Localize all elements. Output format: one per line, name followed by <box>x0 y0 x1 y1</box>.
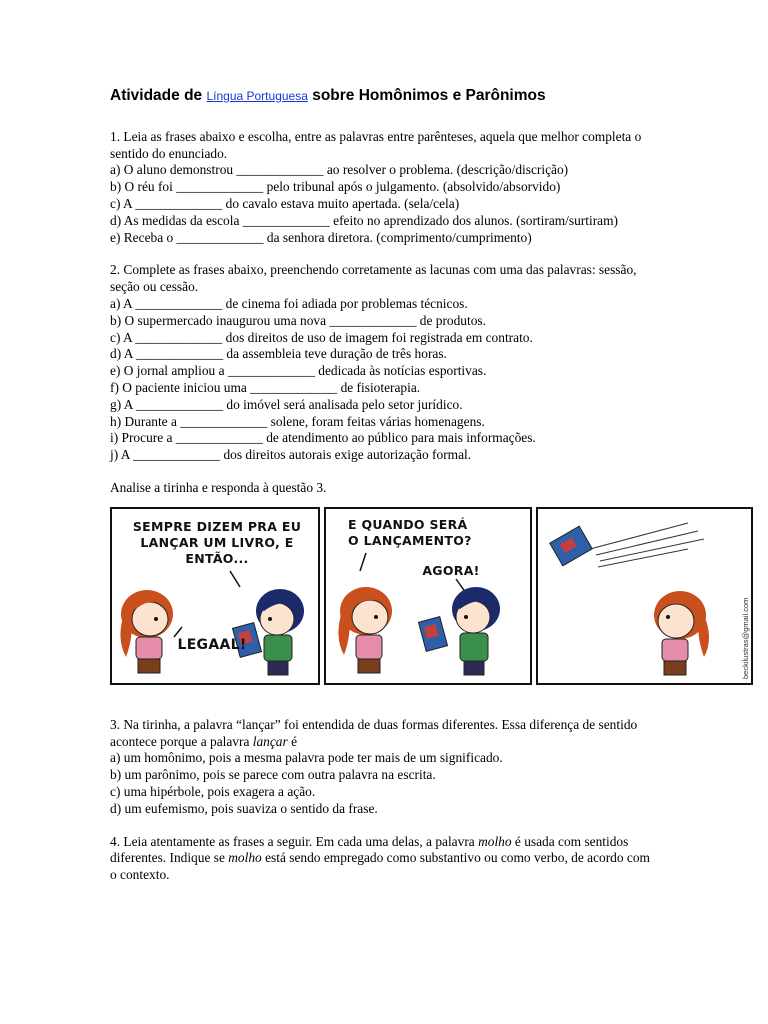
question-1-intro: 1. Leia as frases abaixo e escolha, entre as palavras entre parênteses, aquela que melhor completa o sentido do enunciado. <box>110 128 642 161</box>
question-1-item-b: b) O réu foi _____________ pelo tribunal após o julgamento. (absolvido/absorvido) <box>110 179 561 195</box>
panel-3-drawing <box>538 509 751 683</box>
flying-book-icon <box>550 526 592 566</box>
question-4-keyword-2: molho <box>228 850 262 866</box>
question-2-item-a: a) A _____________ de cinema foi adiada por problemas técnicos. <box>110 295 468 311</box>
question-3-intro-text: 3. Na tirinha, a palavra “lançar” foi entendida de duas formas diferentes. Essa diferença de sentido acontece porque a palavra <box>110 716 638 749</box>
question-3-option-c: c) uma hipérbole, pois exagera a ação. <box>110 783 316 799</box>
question-2-intro: 2. Complete as frases abaixo, preenchendo corretamente as lacunas com uma das palavras: sessão, seção ou cessão. <box>110 262 637 295</box>
question-4-keyword-1: molho <box>478 833 512 849</box>
question-4-text-2: é usada com sentidos diferentes. Indique se <box>110 833 629 866</box>
panel-1-reply: LEGAAL! <box>177 636 247 653</box>
question-3-option-b: b) um parônimo, pois se parece com outra palavra na escrita. <box>110 767 436 783</box>
question-2 <box>110 262 655 464</box>
panel-1-line-2: LANÇAR UM LIVRO, E <box>140 534 294 550</box>
question-3 <box>110 717 655 818</box>
comic-intro: Analise a tirinha e responda à questão 3. <box>110 479 327 495</box>
panel-2-drawing <box>326 509 530 683</box>
subject-link[interactable]: Língua Portuguesa <box>206 89 308 103</box>
question-4-text-3: está sendo empregado como substantivo ou como verbo, de acordo com o contexto. <box>110 850 650 883</box>
question-2-item-e: e) O jornal ampliou a _____________ dedicada às notícias esportivas. <box>110 363 487 379</box>
question-2-item-c: c) A _____________ dos direitos de uso de imagem foi registrada em contrato. <box>110 329 533 345</box>
question-2-item-b: b) O supermercado inaugurou uma nova _____________ de produtos. <box>110 312 486 328</box>
title-prefix: Atividade de <box>110 87 207 104</box>
question-4-text-1: 4. Leia atentamente as frases a seguir. Em cada uma delas, a palavra <box>110 833 479 849</box>
question-2-item-h: h) Durante a _____________ solene, foram feitas várias homenagens. <box>110 413 485 429</box>
question-3-keyword: lançar <box>252 733 288 749</box>
artist-credit: beckilustras@gmail.com <box>741 597 750 679</box>
question-4 <box>110 834 655 884</box>
question-3-intro <box>110 717 655 751</box>
question-1-item-d: d) As medidas da escola _____________ efeito no aprendizado dos alunos. (sortiram/surtiram) <box>110 212 618 228</box>
comic-panel-2 <box>324 507 532 685</box>
panel-1-line-1: SEMPRE DIZEM PRA EU <box>132 518 302 534</box>
panel-1-drawing <box>112 509 318 683</box>
question-1 <box>110 129 655 247</box>
panel-1-line-3: ENTÃO... <box>185 550 249 566</box>
question-2-item-g: g) A _____________ do imóvel será analisada pelo setor jurídico. <box>110 396 463 412</box>
question-1-item-c: c) A _____________ do cavalo estava muito apertada. (sela/cela) <box>110 195 460 211</box>
worksheet <box>110 80 750 900</box>
question-3-option-d: d) um eufemismo, pois suaviza o sentido da frase. <box>110 800 378 816</box>
title-suffix: sobre Homônimos e Parônimos <box>307 87 546 104</box>
page-title <box>110 88 655 105</box>
question-2-item-j: j) A _____________ dos direitos autorais exige autorização formal. <box>110 447 472 463</box>
question-1-item-e: e) Receba o _____________ da senhora diretora. (comprimento/cumprimento) <box>110 229 532 245</box>
question-2-item-i: i) Procure a _____________ de atendimento ao público para mais informações. <box>110 430 536 446</box>
comic-strip <box>110 507 753 687</box>
panel-2-line-1: E QUANDO SERÁ <box>348 516 468 532</box>
question-2-item-d: d) A _____________ da assembleia teve duração de três horas. <box>110 346 447 362</box>
question-4-intro <box>110 834 655 884</box>
question-2-item-f: f) O paciente iniciou uma _____________ de fisioterapia. <box>110 379 421 395</box>
panel-2-line-2: O LANÇAMENTO? <box>348 532 472 548</box>
question-1-item-a: a) O aluno demonstrou _____________ ao resolver o problema. (descrição/discrição) <box>110 162 569 178</box>
comic-panel-1 <box>110 507 320 685</box>
question-3-option-a: a) um homônimo, pois a mesma palavra pode ter mais de um significado. <box>110 750 503 766</box>
comic-panel-3 <box>536 507 753 685</box>
question-3-intro-end: é <box>287 733 298 749</box>
panel-2-reply: AGORA! <box>422 562 480 578</box>
